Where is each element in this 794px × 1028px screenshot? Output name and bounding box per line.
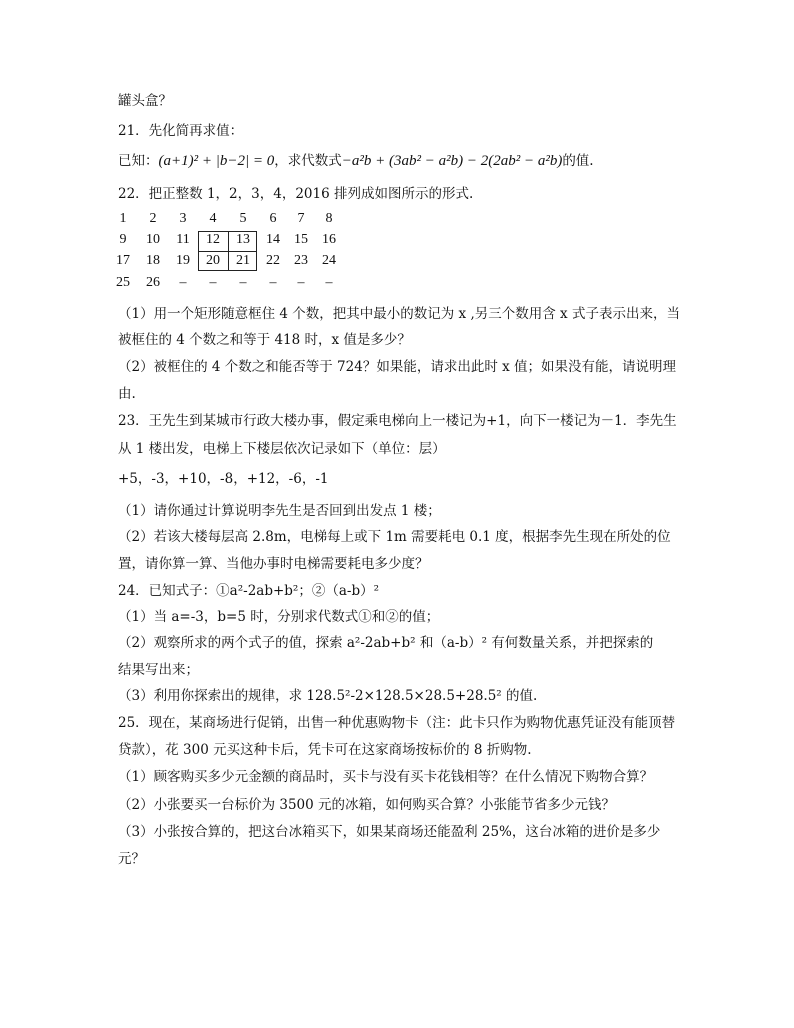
grid-cell: –	[179, 275, 187, 290]
grid-cell: 6	[269, 211, 277, 226]
grid-cell: 3	[179, 211, 187, 226]
text-line: 由.	[118, 386, 136, 402]
text-line: （1）当 a=-3，b=5 时，分别求代数式①和②的值；	[118, 609, 440, 625]
question-23-title: 23．王先生到某城市行政大楼办事，假定乘电梯向上一楼记为+1，向下一楼记为－1．李先生	[118, 413, 677, 429]
grid-cell: 20	[206, 253, 220, 268]
text-line: （2）观察所求的两个式子的值，探索 a²-2ab+b² 和（a-b）² 有何数量关系，并把探索的	[118, 635, 654, 651]
grid-cell: –	[297, 275, 305, 290]
text-line: 被框住的 4 个数之和等于 418 时，x 值是多少？	[118, 332, 411, 348]
question-21-condition	[118, 152, 594, 170]
grid-cell: 22	[266, 253, 280, 268]
grid-cell: 14	[266, 232, 280, 247]
text-line: （2）被框住的 4 个数之和能否等于 724？如果能，请求出此时 x 值；如果没有能，请说明理	[118, 359, 677, 375]
grid-cell: 23	[294, 253, 308, 268]
text-segment: 已知：	[118, 153, 159, 169]
grid-cell: –	[325, 275, 333, 290]
grid-cell: 1	[119, 211, 127, 226]
grid-cell: 15	[294, 232, 308, 247]
math-expression: (a+1)² + |b−2| = 0	[158, 153, 275, 169]
text-line: （2）若该大楼每层高 2.8m，电梯每上或下 1m 需要耗电 0.1 度，根据李先生现在所处的位	[118, 529, 671, 545]
math-expression: −a²b + (3ab² − a²b) − 2(2ab² − a²b)	[341, 153, 563, 169]
grid-cell: 25	[116, 275, 130, 290]
question-21-title: 21．先化简再求值：	[118, 123, 244, 139]
text-line: 元？	[118, 851, 145, 867]
question-22-title: 22．把正整数 1，2，3，4，2016 排列成如图所示的形式.	[118, 186, 474, 202]
question-25-title: 25．现在，某商场进行促销，出售一种优惠购物卡（注：此卡只作为购物优惠凭证没有能顶替	[118, 715, 676, 731]
text-line: （3）利用你探索出的规律，求 128.5²-2×128.5×28.5+28.5² 的值.	[118, 688, 538, 704]
text-line: 贷款），花 300 元买这种卡后，凭卡可在这家商场按标价的 8 折购物.	[118, 742, 532, 758]
grid-cell: 26	[146, 275, 160, 290]
grid-cell: 12	[206, 232, 220, 247]
grid-cell: 16	[322, 232, 336, 247]
grid-cell: 7	[297, 211, 305, 226]
grid-cell: 11	[176, 232, 190, 247]
grid-cell: 24	[322, 253, 336, 268]
text-line: （1）用一个矩形随意框住 4 个数，把其中最小的数记为 x ,另三个数用含 x 式子表示出来，当	[118, 306, 680, 322]
grid-cell: 21	[236, 253, 250, 268]
selection-rectangle	[198, 231, 257, 271]
text-line: 从 1 楼出发，电梯上下楼层依次记录如下（单位：层）	[118, 441, 446, 457]
grid-cell: 5	[239, 211, 247, 226]
text-line: （1）顾客购买多少元金额的商品时，买卡与没有买卡花钱相等？在什么情况下购物合算？	[118, 769, 654, 785]
floor-record: +5，-3，+10，-8，+12，-6，-1	[118, 471, 329, 487]
text-line: （3）小张按合算的，把这台冰箱买下，如果某商场还能盈利 25%，这台冰箱的进价是多少	[118, 824, 661, 840]
grid-cell: 13	[236, 232, 250, 247]
grid-cell: 19	[176, 253, 190, 268]
text-segment: ，求代数式	[274, 153, 342, 169]
text-line: 罐头盒？	[118, 93, 172, 109]
text-line: （2）小张要买一台标价为 3500 元的冰箱，如何购买合算？小张能节省多少元钱？	[118, 797, 616, 813]
box-divider	[199, 251, 256, 252]
text-line: （1）请你通过计算说明李先生是否回到出发点 1 楼；	[118, 503, 441, 519]
text-line: 结果写出来；	[118, 662, 199, 678]
grid-cell: 10	[146, 232, 160, 247]
grid-cell: 17	[116, 253, 130, 268]
grid-cell: 8	[325, 211, 333, 226]
grid-cell: 9	[119, 232, 127, 247]
grid-cell: 18	[146, 253, 160, 268]
grid-cell: –	[269, 275, 277, 290]
text-line: 置，请你算一算、当他办事时电梯需要耗电多少度？	[118, 556, 429, 572]
grid-cell: 2	[149, 211, 157, 226]
grid-cell: 4	[209, 211, 217, 226]
question-24-title: 24．已知式子：①a²-2ab+b²；②（a-b）²	[118, 583, 380, 599]
text-segment: 的值.	[562, 153, 594, 169]
grid-cell: –	[209, 275, 217, 290]
grid-cell: –	[239, 275, 247, 290]
